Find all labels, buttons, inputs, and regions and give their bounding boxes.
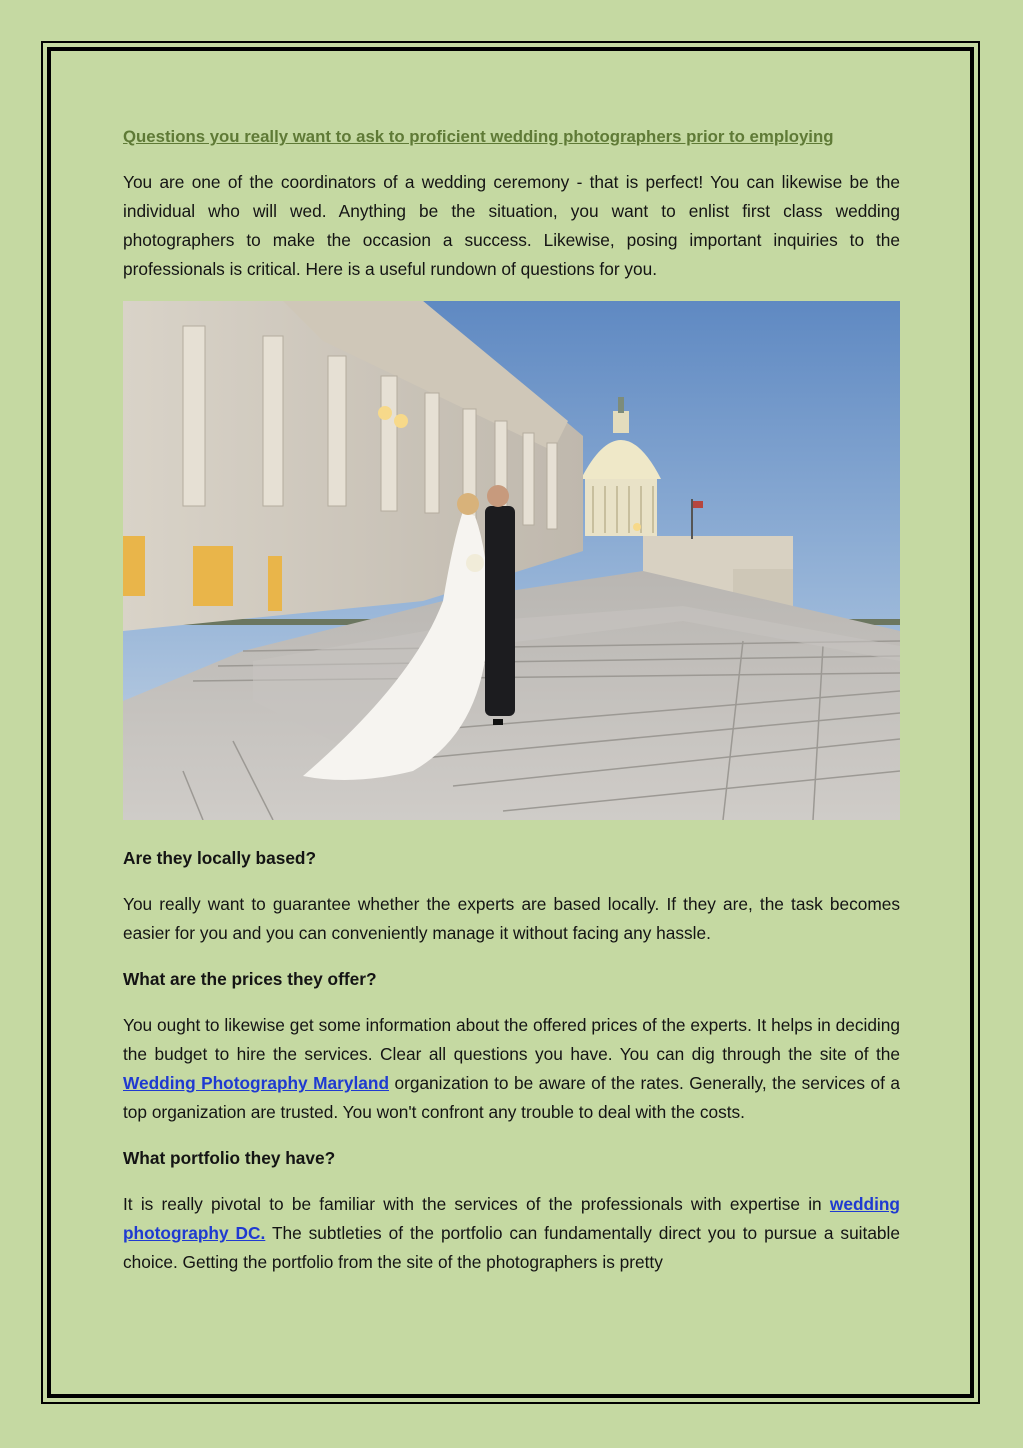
section-paragraph <box>123 1190 900 1277</box>
paragraph-text: The subtleties of the portfolio can fundamentally direct you to pursue a suitable choice. Getting the portfolio from the site of the photographers is pretty <box>123 1223 900 1272</box>
paragraph-text: It is really pivotal to be familiar with the services of the professionals with expertise in <box>123 1194 830 1214</box>
section-heading: What portfolio they have? <box>123 1148 336 1168</box>
section-heading: Are they locally based? <box>123 848 317 868</box>
intro-paragraph: You are one of the coordinators of a wedding ceremony - that is perfect! You can likewise be the individual who will wed. Anything be the situation, you want to enlist first class wedding photographers to make the occasion a success. Likewise, posing important inquiries to the professionals is critical. Here is a useful rundown of questions for you. <box>123 172 900 279</box>
section-paragraph <box>123 1011 900 1127</box>
article-body <box>123 122 900 1277</box>
paragraph-text: You ought to likewise get some information about the offered prices of the experts. It helps in deciding the budget to hire the services. Clear all questions you have. You can dig through the site of the <box>123 1015 900 1064</box>
wedding-couple-photo <box>123 301 900 820</box>
wedding-photography-maryland-link[interactable]: Wedding Photography Maryland <box>123 1073 389 1093</box>
paragraph-text: organization to be aware of the rates. Generally, the services of a top organization are trusted. You won't confront any trouble to deal with the costs. <box>123 1073 900 1122</box>
article-title: Questions you really want to ask to proficient wedding photographers prior to employing <box>123 127 834 146</box>
wedding-photography-dc-link[interactable]: wedding photography DC. <box>123 1194 900 1243</box>
section-paragraph: You really want to guarantee whether the experts are based locally. If they are, the task becomes easier for you and you can conveniently manage it without facing any hassle. <box>123 894 900 943</box>
section-heading: What are the prices they offer? <box>123 969 377 989</box>
